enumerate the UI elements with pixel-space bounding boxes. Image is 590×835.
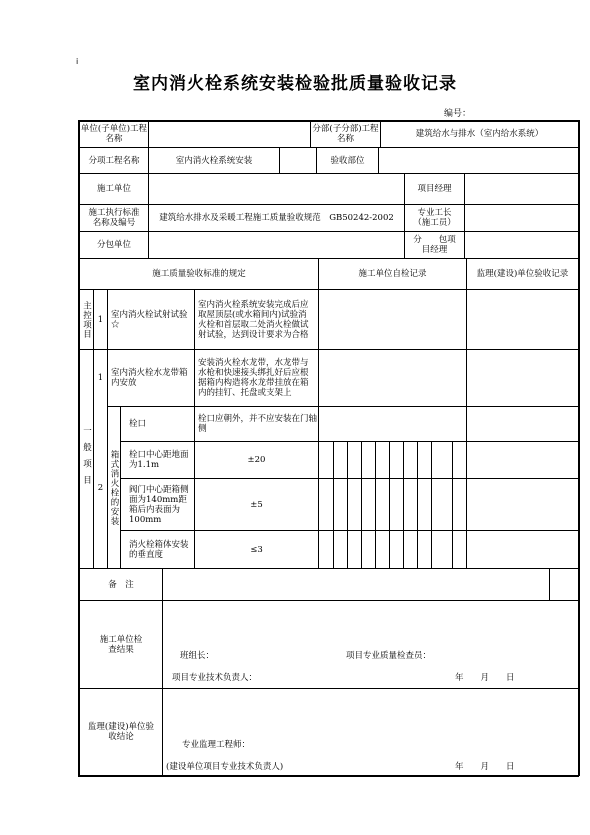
- hydrant-outlet-standard: 栓口应朝外，并不应安装在门轴侧: [198, 414, 318, 434]
- check-date: 年 月 日: [455, 673, 515, 683]
- general-item1-name: 室内消火栓水龙带箱内安放: [111, 368, 188, 388]
- hydrant-outlet-self-check[interactable]: [319, 407, 466, 441]
- remarks-value[interactable]: [163, 569, 549, 600]
- corner-mark: i: [76, 57, 79, 66]
- general-item2-group-label: 箱式消火栓的安装: [109, 449, 119, 526]
- main-control-group-label: 主控项目: [81, 300, 92, 339]
- self-check-header: 施工单位自检记录: [358, 269, 427, 279]
- main-control-item-number: 1: [97, 314, 104, 325]
- general-item1-supervision[interactable]: [467, 350, 578, 406]
- hydrant-outlet-supervision[interactable]: [467, 407, 578, 441]
- sub-manager-label: 分 包项目经理: [413, 235, 456, 255]
- subitem-label: 分项工程名称: [88, 155, 140, 166]
- main-control-item-name: 室内消火栓试射试验☆: [111, 309, 188, 330]
- acceptance-part-label: 验收部位: [330, 155, 365, 166]
- subpart-label: 分部(子分部)工程名称: [312, 124, 379, 144]
- sub-unit-value[interactable]: [149, 232, 404, 258]
- subpart-value[interactable]: 建筑给水与排水（室内给水系统）: [415, 129, 544, 139]
- conclusion-label: 监理(建设)单位验收结论: [87, 722, 155, 742]
- cabinet-verticality-tolerance: ≤3: [250, 544, 263, 555]
- owner-tech-leader-label: (建设单位项目专业技术负责人): [166, 762, 284, 772]
- remarks-label: 备 注: [108, 579, 134, 590]
- main-control-standard: 室内消火栓系统安装完成后应取屋顶层(或水箱间内)试验消火栓和首层取二处消火栓做试射试验，达到设计要求为合格: [198, 299, 309, 340]
- cabinet-verticality-name: 消火栓箱体安装的垂直度: [129, 539, 189, 560]
- standard-value[interactable]: 建筑给水排水及采暖工程施工质量验收规范 GB50242-2002: [159, 213, 394, 223]
- general-item1-standard: 安装消火栓水龙带，水龙带与水枪和快速接头绑扎好后应根据箱内构造将水龙带挂放在箱内的挂钉、托盘或支架上: [198, 358, 309, 398]
- construction-unit-label: 施工单位: [96, 184, 131, 194]
- check-result-label: 施工单位检查结果: [99, 634, 143, 655]
- quality-inspector-label: 项目专业质量检查员：: [346, 651, 432, 661]
- tech-leader-label: 项目专业技术负责人：: [172, 673, 258, 683]
- unit-project-value[interactable]: [149, 121, 310, 147]
- project-manager-label: 项目经理: [417, 184, 452, 194]
- unit-project-label: 单位(子单位)工程名称: [80, 124, 148, 144]
- main-control-supervision[interactable]: [467, 290, 578, 349]
- standard-label: 施工执行标准名称及编号: [88, 208, 140, 228]
- supervision-header: 监理(建设)单位验收记录: [476, 269, 569, 279]
- subitem-value[interactable]: 室内消火栓系统安装: [175, 155, 253, 166]
- general-group-label: 一般项目: [81, 426, 92, 492]
- outlet-height-name: 栓口中心距地面为1.1m: [129, 450, 189, 470]
- general-item2-number: 2: [97, 482, 104, 493]
- outlet-height-tolerance: ±20: [247, 455, 266, 465]
- valve-position-tolerance: ±5: [250, 499, 263, 510]
- general-item1-number: 1: [97, 373, 104, 383]
- main-control-self-check[interactable]: [319, 290, 466, 349]
- hydrant-outlet-name: 栓口: [129, 419, 147, 429]
- construction-unit-value[interactable]: [149, 174, 404, 204]
- serial-number-label: 编号：: [444, 109, 472, 119]
- sub-unit-label: 分包单位: [96, 240, 131, 250]
- team-leader-label: 班组长：: [180, 651, 215, 661]
- sub-manager-value[interactable]: [465, 232, 578, 258]
- conclusion-date: 年 月 日: [455, 762, 515, 772]
- foreman-label: 专业工长（施工员）: [413, 208, 456, 228]
- page-title: 室内消火栓系统安装检验批质量验收记录: [133, 74, 457, 94]
- acceptance-part-value[interactable]: [379, 148, 578, 173]
- supervision-engineer-label: 专业监理工程师：: [182, 740, 251, 750]
- foreman-value[interactable]: [465, 205, 578, 231]
- spec-header: 施工质量验收标准的规定: [152, 269, 246, 279]
- project-manager-value[interactable]: [465, 174, 578, 204]
- general-item1-self-check[interactable]: [319, 350, 466, 406]
- valve-position-name: 阀门中心距箱侧面为140mm距箱后内表面为100mm: [129, 484, 189, 525]
